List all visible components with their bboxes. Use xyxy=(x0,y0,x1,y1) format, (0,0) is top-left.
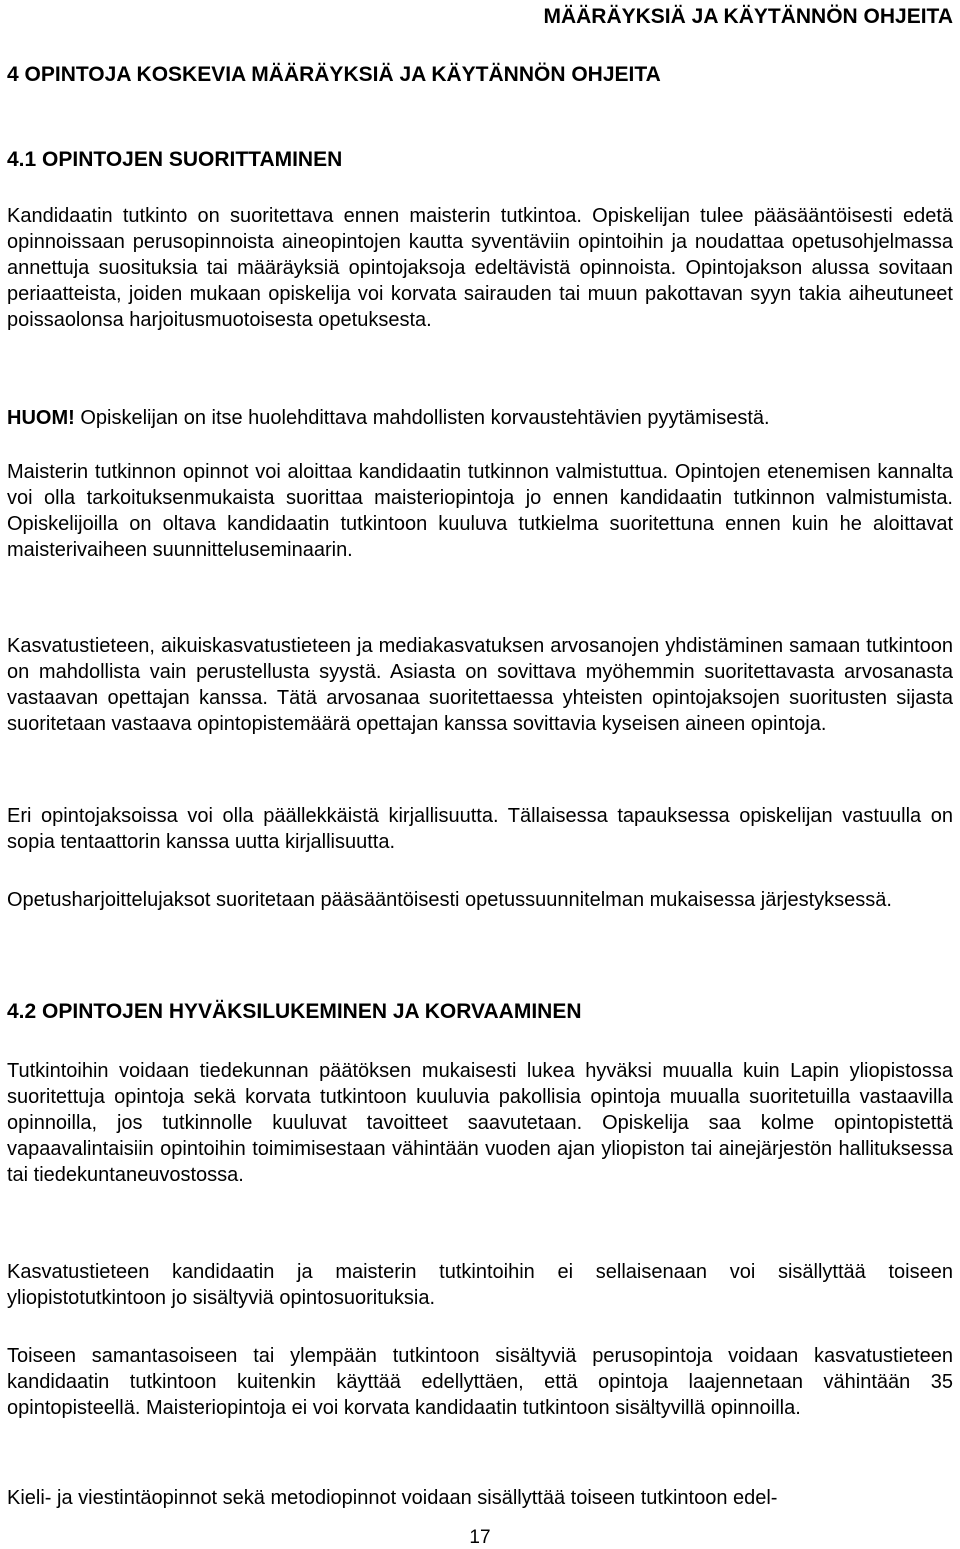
chapter-title: 4 OPINTOJA KOSKEVIA MÄÄRÄYKSIÄ JA KÄYTÄNNÖN OHJEITA xyxy=(7,63,661,86)
running-header: MÄÄRÄYKSIÄ JA KÄYTÄNNÖN OHJEITA xyxy=(543,5,953,28)
section-title-4-1: 4.1 OPINTOJEN SUORITTAMINEN xyxy=(7,148,343,171)
paragraph-basic-studies: Toiseen samantasoiseen tai ylempään tutkintoon sisältyviä perusopintoja voidaan kasvatustieteen kandidaatin tutkintoon kuitenkin käyttää edellyttäen, että opintoja laajennetaan vähintään 35 opintopisteellä. Maisteriopintoja ei voi korvata kandidaatin tutkintoon sisältyvillä opinnoilla. xyxy=(7,1345,953,1419)
paragraph-note xyxy=(7,405,953,431)
paragraph-combining-grades: Kasvatustieteen, aikuiskasvatustieteen ja mediakasvatuksen arvosanojen yhdistäminen samaan tutkintoon on mahdollista vain perustellusta syystä. Asiasta on sovittava myöhemmin suoritettavasta arvosanasta vastaavan opettajan kanssa. Tätä arvosanaa suoritettaessa yhteisten opintojaksojen suoritusten sijasta suoritetaan vastaava opintopistemäärä opettajan kanssa sovittavia kyseisen aineen opintoja. xyxy=(7,635,953,735)
section-title-4-2: 4.2 OPINTOJEN HYVÄKSILUKEMINEN JA KORVAAMINEN xyxy=(7,1000,582,1023)
paragraph-teaching-practice: Opetusharjoittelujaksot suoritetaan pääsääntöisesti opetussuunnitelman mukaisessa järjestyksessä. xyxy=(7,889,892,911)
note-text: Opiskelijan on itse huolehdittava mahdollisten korvaustehtävien pyytämisestä. xyxy=(74,407,770,429)
paragraph-credit-transfer: Tutkintoihin voidaan tiedekunnan päätöksen mukaisesti lukea hyväksi muualla kuin Lapin yliopistossa suoritettuja opintoja sekä korvata tutkintoon kuuluvia pakollisia opintoja muualla suoritetuilla vastaavilla opinnoilla, jos tutkinnolle kuuluvat tavoitteet saavutetaan. Opiskelija saa kolme opintopistettä vapaavalintaisiin opintoihin toimimisestaan vähintään vuoden ajan yliopiston tai ainejärjestön hallituksessa tai tiedekuntaneuvostossa. xyxy=(7,1060,953,1186)
paragraph-no-inclusion: Kasvatustieteen kandidaatin ja maisterin tutkintoihin ei sellaisenaan voi sisällyttää toiseen yliopistotutkintoon jo sisältyviä opintosuorituksia. xyxy=(7,1261,953,1309)
page-number: 17 xyxy=(469,1527,491,1548)
paragraph-masters-start: Maisterin tutkinnon opinnot voi aloittaa kandidaatin tutkinnon valmistuttua. Opintojen etenemisen kannalta voi olla tarkoituksenmukaista suorittaa maisteriopintoja jo ennen kandidaatin tutkinnon valmistumista. Opiskelijoilla on oltava kandidaatin tutkintoon kuuluva tutkielma suoritettuna ennen kuin he aloittavat maisterivaiheen suunnitteluseminaarin. xyxy=(7,461,953,561)
paragraph-overlapping-literature: Eri opintojaksoissa voi olla päällekkäistä kirjallisuutta. Tällaisessa tapauksessa opiskelijan vastuulla on sopia tentaattorin kanssa uutta kirjallisuutta. xyxy=(7,805,953,853)
paragraph-language-studies: Kieli- ja viestintäopinnot sekä metodiopinnot voidaan sisällyttää toiseen tutkintoon edel- xyxy=(7,1487,778,1509)
note-label: HUOM! xyxy=(7,407,75,429)
paragraph-completion-order: Kandidaatin tutkinto on suoritettava ennen maisterin tutkintoa. Opiskelijan tulee pääsääntöisesti edetä opinnoissaan perusopinnoista aineopintojen kautta syventäviin opintoihin ja noudattaa opetusohjelmassa annettuja suosituksia tai määräyksiä opintojaksoja edeltävistä opinnoista. Opintojakson alussa sovitaan periaatteista, joiden mukaan opiskelija voi korvata sairauden tai muun pakottavan syyn takia aiheutuneet poissaolonsa harjoitusmuotoisesta opetuksesta. xyxy=(7,205,953,331)
